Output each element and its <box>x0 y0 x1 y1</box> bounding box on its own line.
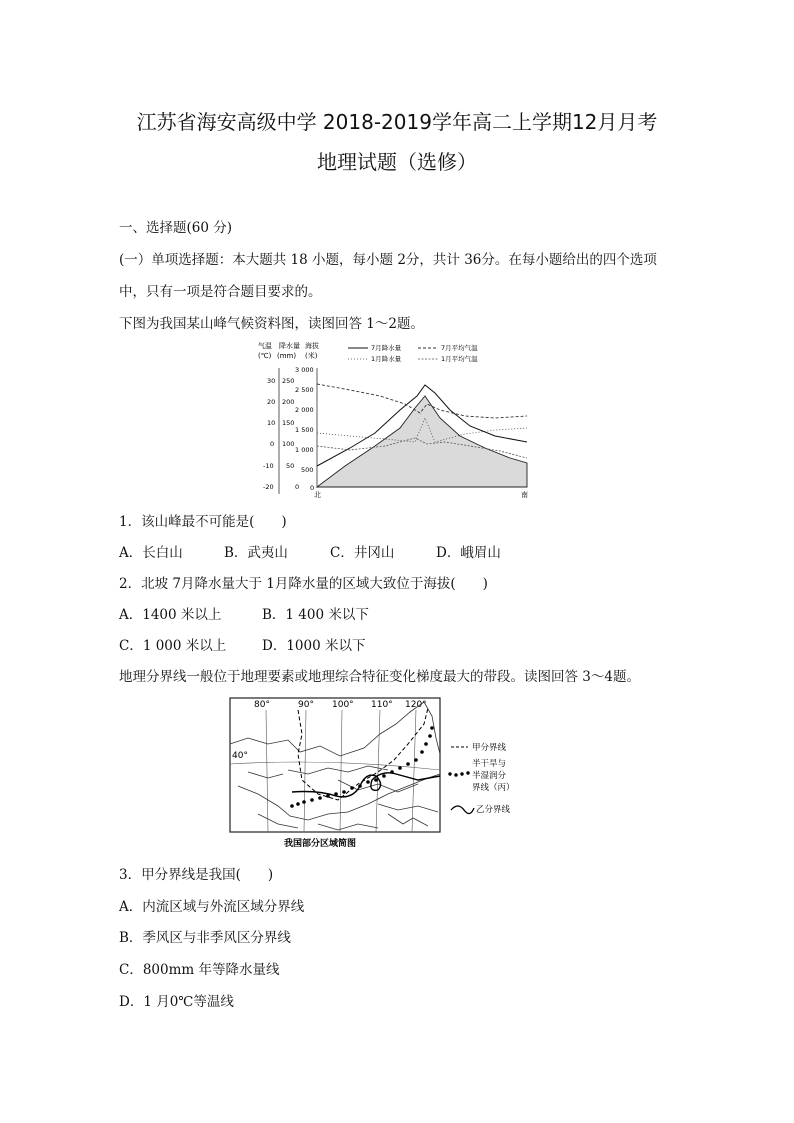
section-heading: 一、选择题(60 分) <box>119 220 233 236</box>
q1-stem: 1．该山峰最不可能是( ) <box>119 514 287 530</box>
longitude-label: 90° <box>298 700 314 710</box>
q1-option-b[interactable]: B．武夷山 <box>224 545 288 561</box>
legend-bing-line2: 半湿润分 <box>472 771 507 781</box>
alt-tick: 1 500 <box>295 426 314 434</box>
axis-alt-unit: (米) <box>305 352 318 360</box>
map-caption: 我国部分区域简图 <box>284 839 357 849</box>
q1-option-c[interactable]: C．井冈山 <box>330 545 395 561</box>
q2-stem: 2．北坡 7月降水量大于 1月降水量的区域大致位于海拔( ) <box>119 576 488 592</box>
alt-tick: 1 000 <box>295 446 314 454</box>
precip-tick: 200 <box>282 398 295 406</box>
longitude-label: 100° <box>332 700 354 710</box>
alt-tick: 2 500 <box>295 386 314 394</box>
alt-tick: 0 <box>310 484 315 492</box>
longitude-label: 80° <box>254 700 270 710</box>
temp-tick: -10 <box>263 462 274 470</box>
legend-jia: 甲分界线 <box>472 743 507 753</box>
axis-alt-label: 海拔 <box>305 342 319 350</box>
instructions-line-2: 中，只有一项是符合题目要求的。 <box>119 284 322 300</box>
legend-july-temp: 7月平均气温 <box>441 344 478 352</box>
q2-option-a[interactable]: A．1400 米以上 <box>119 607 222 623</box>
x-label-south: 南 <box>521 491 528 499</box>
q2-option-b[interactable]: B．1 400 米以下 <box>262 607 369 623</box>
instructions-line-1: (一）单项选择题：本大题共 18 小题，每小题 2分，共计 36分。在每小题给出的四个选项 <box>119 252 657 268</box>
precip-tick: 150 <box>282 419 295 427</box>
longitude-label: 120° <box>405 700 427 710</box>
axis-precip-unit: (mm) <box>277 352 297 360</box>
precip-tick: 0 <box>295 483 300 491</box>
title-line-2: 地理试题（选修） <box>317 150 477 174</box>
temp-tick: 0 <box>270 440 275 448</box>
precip-tick: 250 <box>282 377 295 385</box>
q3-option-c[interactable]: C．800mm 年等降水量线 <box>119 962 280 978</box>
q3-stem: 3．甲分界线是我国( ) <box>119 867 274 883</box>
longitude-label: 110° <box>371 700 393 710</box>
legend-jan-temp: 1月平均气温 <box>441 355 478 363</box>
intro-q3-4: 地理分界线一般位于地理要素或地理综合特征变化梯度最大的带段。读图回答 3～4题。 <box>119 669 640 685</box>
mountain-profile <box>317 396 527 487</box>
temp-tick: 30 <box>267 377 276 385</box>
axis-temp-label: 气温 <box>258 342 272 350</box>
precip-tick: 100 <box>282 440 295 448</box>
legend-jan-precip: 1月降水量 <box>371 355 402 363</box>
intro-q1-2: 下图为我国某山峰气候资料图，读图回答 1～2题。 <box>119 316 424 332</box>
q1-option-a[interactable]: A．长白山 <box>119 545 183 561</box>
axis-temp-unit: (℃) <box>258 352 272 360</box>
legend-yi: 乙分界线 <box>476 805 511 815</box>
precip-tick: 50 <box>286 462 295 470</box>
alt-tick: 500 <box>301 466 314 474</box>
q3-option-b[interactable]: B．季风区与非季风区分界线 <box>119 930 291 946</box>
temp-tick: 10 <box>267 419 276 427</box>
q3-option-a[interactable]: A．内流区域与外流区域分界线 <box>119 899 305 915</box>
q1-option-d[interactable]: D．峨眉山 <box>436 545 501 561</box>
legend-bing-line3: 界线（丙） <box>472 783 515 793</box>
q2-option-c[interactable]: C．1 000 米以上 <box>119 638 227 654</box>
alt-tick: 3 000 <box>295 366 314 374</box>
q2-option-d[interactable]: D．1000 米以下 <box>262 638 366 654</box>
title-line-1: 江苏省海安高级中学 2018-2019学年高二上学期12月月考 <box>136 110 658 134</box>
china-region-map <box>228 694 528 852</box>
legend-bing-line1: 半干旱与 <box>472 759 507 769</box>
mountain-climate-chart <box>255 338 535 500</box>
axis-precip-label: 降水量 <box>279 342 300 350</box>
temp-tick: 20 <box>267 398 276 406</box>
latitude-label: 40° <box>232 751 248 761</box>
alt-tick: 2 000 <box>295 406 314 414</box>
q3-option-d[interactable]: D．1 月0℃等温线 <box>119 994 234 1010</box>
legend-july-precip: 7月降水量 <box>371 344 402 352</box>
x-label-north: 北 <box>314 491 321 499</box>
temp-tick: -20 <box>263 483 274 491</box>
